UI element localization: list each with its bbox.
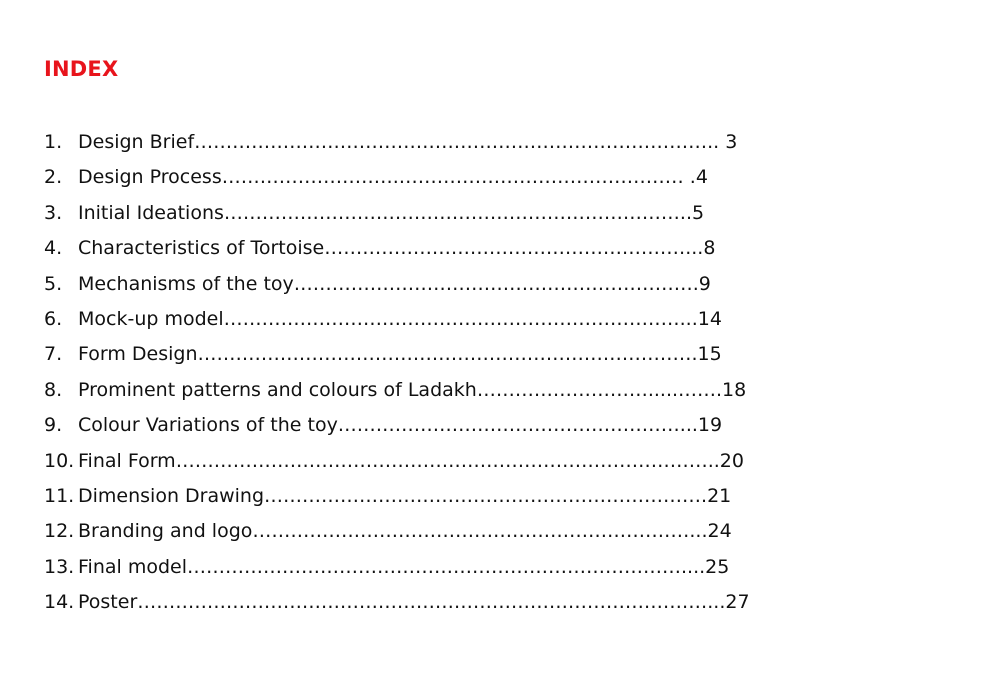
page-title: INDEX xyxy=(44,57,119,81)
toc-entry-number: 14. xyxy=(44,591,75,614)
toc-entry-text: Design Brief……………………………………………………………………….. 3 xyxy=(78,131,738,153)
toc-entry-1 xyxy=(44,127,750,162)
toc-entry-text: Design Process……………………….……………………………………… .4 xyxy=(78,166,708,189)
toc-entry-text: Dimension Drawing…………………………………………………………….21 xyxy=(78,484,732,507)
toc-entry-text: Branding and logo……………………………………………………………...24 xyxy=(78,520,732,543)
toc-entry-number: 3. xyxy=(44,201,63,224)
toc-entry-2 xyxy=(44,162,750,197)
toc-entry-7 xyxy=(44,339,750,374)
toc-entry-text: Colour Variations of the toy………………………………………………...19 xyxy=(78,414,723,437)
toc-entry-number: 7. xyxy=(44,343,63,366)
toc-entry-3 xyxy=(44,198,750,233)
toc-entry-number: 4. xyxy=(44,237,63,260)
toc-entry-text: Final Form…………………………………………………………………………..20 xyxy=(78,449,744,472)
toc-entry-10 xyxy=(44,446,750,481)
toc-entry-number: 8. xyxy=(44,378,63,401)
toc-entry-text: Characteristics of Tortoise…………………………………………………...8 xyxy=(78,237,716,260)
toc-entry-text: Form Design…………………………………………………………………….15 xyxy=(78,343,722,366)
toc-entry-number: 11. xyxy=(44,484,75,507)
toc-entry-9 xyxy=(44,410,750,445)
toc-entry-6 xyxy=(44,304,750,339)
toc-entry-number: 9. xyxy=(44,414,63,437)
toc-entry-text: Initial Ideations………………………………………………………………..5 xyxy=(78,201,705,224)
toc-entry-number: 13. xyxy=(44,555,75,578)
toc-entry-5 xyxy=(44,269,750,304)
toc-entry-text: Final model……………………………………………………………………....25 xyxy=(78,555,730,578)
toc-entry-text: Mechanisms of the toy……………………………………………………….9 xyxy=(78,272,711,295)
toc-entry-number: 10. xyxy=(44,449,75,472)
toc-entry-number: 1. xyxy=(44,131,63,153)
table-of-contents xyxy=(44,127,750,622)
toc-entry-11 xyxy=(44,481,750,516)
toc-entry-number: 2. xyxy=(44,166,63,189)
toc-entry-text: Poster………………………………………………………………………………...27 xyxy=(78,591,750,614)
toc-entry-number: 12. xyxy=(44,520,75,543)
toc-entry-13 xyxy=(44,552,750,587)
toc-entry-14 xyxy=(44,587,750,622)
toc-entry-number: 5. xyxy=(44,272,63,295)
toc-entry-12 xyxy=(44,516,750,551)
toc-entry-text: Mock-up model………………………………………………………………...14 xyxy=(78,307,722,330)
toc-entry-8 xyxy=(44,375,750,410)
toc-entry-text: Prominent patterns and colours of Ladakh……………………….....…….18 xyxy=(78,378,747,401)
toc-entry-4 xyxy=(44,233,750,268)
toc-entry-number: 6. xyxy=(44,307,63,330)
